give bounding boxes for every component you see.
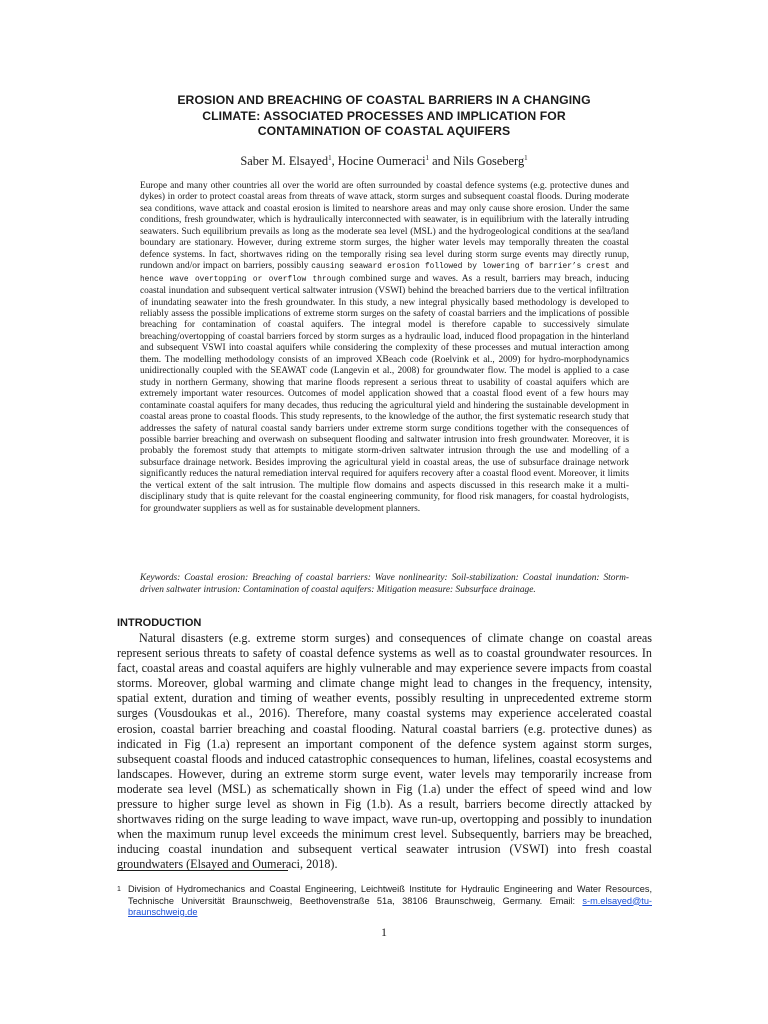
email-link[interactable]: s-m.elsayed@tu-braunschweig.de: [128, 895, 652, 917]
footnote-divider: [117, 870, 288, 871]
paper-title: EROSION AND BREACHING OF COASTAL BARRIERS IN A CHANGING CLIMATE: ASSOCIATED PROCESSES AND IMPLICATION FOR CONTAMINATION OF COASTAL AQUIFERS: [177, 93, 591, 138]
introduction-paragraph: Natural disasters (e.g. extreme storm surges) and consequences of climate change on coastal areas represent serious threats to safety of coastal defence systems as well as to coastal groundwater resources. In fact, coastal areas and coastal aquifers are highly vulnerable and may experience severe impacts from coastal storms. Moreover, global warming and climate change might lead to changes in the frequency, intensity, spatial extent, duration and timing of weather events, possibly resulting in unprecedented extreme storm surges (Vousdoukas et al., 2016). Therefore, many coastal systems may experience accelerated coastal erosion, coastal barrier breaching and coastal flooding. Natural coastal barriers (e.g. protective dunes) as indicated in Fig (1.a) represent an important component of the defence system against storm surges, subsequent coastal floods and induced catastrophic consequences to human, lifelines, coastal ecosystems and landscapes. However, during an extreme storm surge event, water levels may temporarily increase from moderate sea level (MSL) as schematically shown in Fig (1.a) under the effect of speed wind and low pressure to higher surge level as shown in Fig (1.b). As a result, barriers become directly attacked by shortwaves riding on the surge leading to wave impact, wave run-up, overtopping and possibly to inundation when the maximum runup level exceeds the minimum crest level. Subsequently, barriers may be breached, inducing coastal inundation and subsequent vertical seawater intrusion (VSWI) into fresh coastal groundwaters (Elsayed and Oumeraci, 2018).: [117, 631, 652, 872]
author-name: Saber M. Elsayed: [240, 154, 329, 168]
page-number: 1: [381, 925, 387, 939]
author-name: Hocine Oumeraci: [337, 154, 426, 168]
author-name: Nils Goseberg: [453, 154, 525, 168]
abstract: [140, 181, 629, 515]
affiliation-text: Division of Hydromechanics and Coastal Engineering, Leichtweiß Institute for Hydraulic Engineering and Water Resources, Technische Universität Braunschweig, Beethovenstraße 51a, 38106 Braunschweig, Germany. Email:: [128, 884, 652, 906]
abstract-text: Europe and many other countries all over the world are often surrounded by coastal defence systems (e.g. protective dunes and dykes) in order to protect coastal areas from threats of wave attack, storm surges and subsequent coastal floods. During moderate sea conditions, wave attack and coastal erosion is limited to nearshore areas and may only cause shore erosion. Under the same conditions, fresh groundwater, which is hydraulically interconnected with seawater, is in equilibrium with the laterally intruding seawaters. Such equilibrium prevails as long as the moderate sea level (MSL) and the hydrogeological conditions at the sea/land boundary are stationary. However, during extreme storm surges, the higher water levels may temporally threaten the coastal defence systems. In fact, shortwaves riding on the temporally rising sea level during storm surge events may directly runup, rundown and/or impact on barriers, possibly: [140, 181, 629, 272]
author-separator: and: [429, 154, 454, 168]
author-separator: ,: [331, 154, 338, 168]
abstract-text: causing seaward erosion followed by lowering of barrier’s crest and hence wave overtopping or overflow through: [140, 263, 629, 284]
keywords: Keywords: Coastal erosion: Breaching of coastal barriers: Wave nonlinearity: Soil-stabilization: Coastal inundation: Storm-driven saltwater intrusion: Contamination of coastal aquifers: Mitigation measure: Subsurface drainage.: [140, 573, 629, 595]
footnote-mark: 1: [117, 886, 121, 893]
author-list: [100, 151, 668, 169]
footnote: [117, 884, 652, 919]
affiliation-mark: 1: [328, 154, 332, 162]
affiliation-mark: 1: [425, 154, 430, 162]
affiliation-mark: 1: [524, 154, 528, 162]
footnote-text: [117, 884, 652, 919]
abstract-text: combined surge and waves. As a result, barriers may breach, inducing coastal inundation and subsequent vertical saltwater intrusion (VSWI) behind the breached barriers due to the vertical infiltration of inundating seawater into the fresh groundwater. In this study, a new integral physically based methodology is developed to reliably assess the possible implications of extreme storm surges on the safety of coastal barriers and the implications of possible breaching for contamination of coastal aquifers. The integral model is therefore capable to successively simulate breaching/overtopping of coastal barriers forced by storm surges as a hydraulic load, induced flood propagation in the hinterland and subsequent VSWI into coastal aquifers while considering the complexity of these processes and mutual interaction among them. The modelling methodology consists of an improved XBeach code (Roelvink et al., 2009) for hydro-morphodynamics unidirectionally coupled with the SEAWAT code (Langevin et al., 2008) for groundwater flow. The model is applied to a case study in northern Germany, showing that marine floods represent a serious threat to usability of coastal aquifers which are extremely important water resources. Outcomes of model application showed that a coastal flood event of a few hours may contaminate coastal aquifers for many decades, thus reducing the agricultural yield and hindering the sustainable development in coastal areas prone to coastal floods. This study represents, to the knowledge of the author, the first systematic research study that addresses the safety of natural coastal sandy barriers under extreme storm surge conditions together with the consequences of possible barrier breaching and overwash on subsequent flooding and saltwater intrusion into fresh groundwater. Moreover, it is probably the foremost study that attempts to mitigate storm-driven saltwater intrusion through the use and modelling of a subsurface drainage network. Besides improving the agricultural yield in coastal areas, the use of subsurface drainage network significantly reduces the natural remediation interval required for aquifers recovery after a coastal flood event. Moreover, it limits the vertical extent of the salt intrusion. The multiple flow domains and aspects discussed in this research make it a multi-disciplinary study that is quite relevant for the coastal engineering community, for flood risk managers, for coastal hydrologists, for groundwater suppliers as well as for sustainable development planners.: [140, 273, 629, 514]
section-heading: INTRODUCTION: [117, 617, 202, 629]
